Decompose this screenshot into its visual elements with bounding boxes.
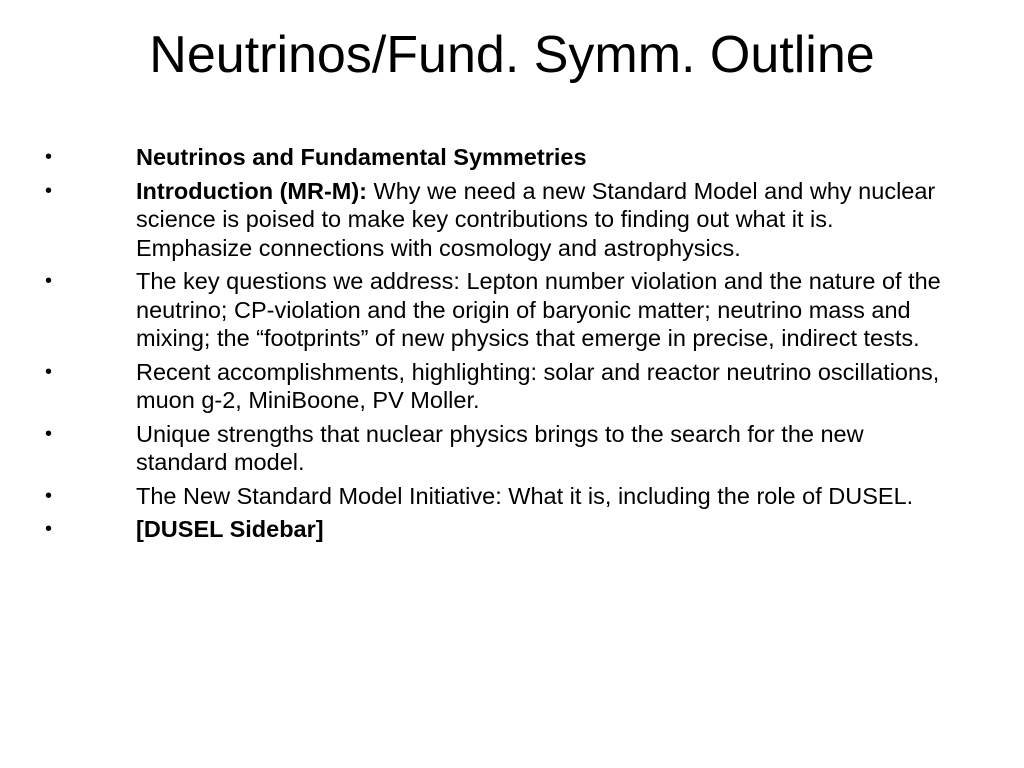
bullet-dot-icon: • [45, 146, 53, 168]
bullet-dot-icon: • [45, 270, 53, 292]
bullet-item-neutrinos-fundamental-symmetries [0, 143, 1024, 172]
bullet-dot-icon: • [45, 484, 53, 507]
bullet-lead: Introduction (MR-M): [136, 177, 368, 204]
bullet-text: Recent accomplishments, highlighting: solar and reactor neutrino oscillations, muon g-2, MiniBoone, PV Moller. [136, 358, 940, 413]
bullet-dot-icon: • [45, 518, 53, 540]
bullet-text: The New Standard Model Initiative: What it is, including the role of DUSEL. [136, 482, 914, 509]
bullet-item-new-standard-model-initiative [0, 482, 1024, 511]
bullet-text: Why we need a new Standard Model and why nuclear science is poised to make key contributions to finding out what it is. Emphasize connections with cosmology and astrophysics. [136, 177, 936, 261]
bullet-dot-icon: • [45, 179, 53, 202]
slide-title: Neutrinos/Fund. Symm. Outline [149, 26, 875, 84]
bullet-item-unique-strengths [0, 420, 1024, 477]
bullet-item-introduction [0, 177, 1024, 263]
bullet-text: Unique strengths that nuclear physics brings to the search for the new standard model. [136, 420, 864, 475]
bullet-item-dusel-sidebar [0, 515, 1024, 544]
bullet-heading: [DUSEL Sidebar] [136, 516, 324, 542]
bullet-text: The key questions we address: Lepton number violation and the nature of the neutrino; CP-violation and the origin of baryonic matter; neutrino mass and mixing; the “footprints” of new physics that emerge in precise, indirect tests. [136, 268, 941, 351]
bullet-item-recent-accomplishments [0, 358, 1024, 415]
bullet-dot-icon: • [45, 422, 53, 445]
bullet-dot-icon: • [45, 360, 53, 383]
bullet-heading: Neutrinos and Fundamental Symmetries [136, 144, 587, 170]
bullet-list [0, 143, 1024, 549]
bullet-item-key-questions [0, 267, 1024, 353]
